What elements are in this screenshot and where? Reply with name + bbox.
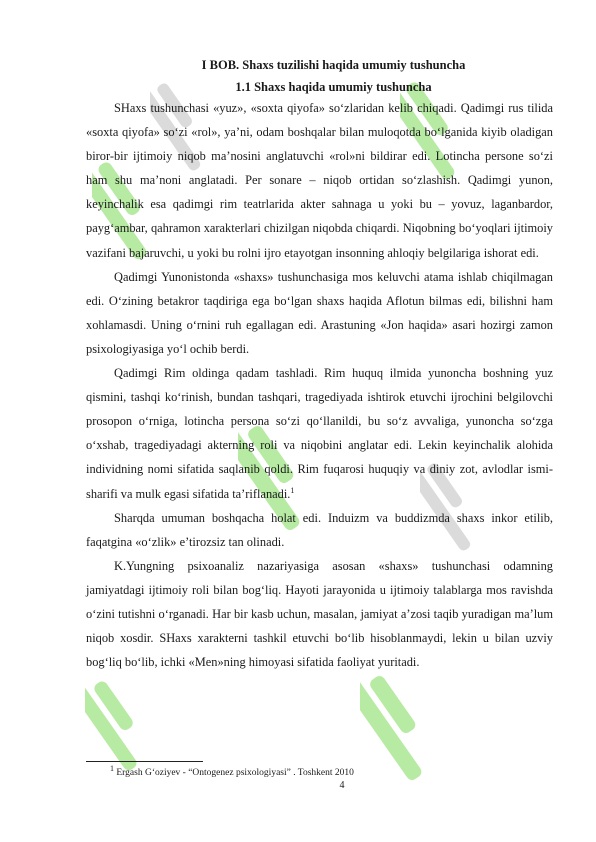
footnote-reference[interactable]: 1 xyxy=(290,485,295,495)
document-body xyxy=(86,56,553,674)
paragraph-text: Qadimgi Rim oldinga qadam tashladi. Rim huquq ilmida yunoncha boshning yuz qismini, tashqi ko‘rinish, bundan tashqari, tragediyada ishtirok etuvchi ijrochini belgilovchi prosopon o‘rniga, lotincha persona so‘zi qo‘llanildi, bu so‘z avvaliga, yunoncha so‘zga o‘xshab, tragediyadagi akterning roli va niqobini anglatar edi. Lekin keyinchalik alohida individning nomi sifatida saqlanib qoldi. Rim fuqarosi huquqiy va diniy zot, avlodlar ismi-sharifi va mulk egasi sifatida ta’riflanadi. xyxy=(86,366,553,501)
paragraph: K.Yungning psixoanaliz nazariyasiga asosan «shaxs» tushunchasi odamning jamiyatdagi ijtimoiy roli bilan bog‘liq. Hayoti jarayonida u ijtimoiy talablarga mos ravishda o‘zini tutishni o‘rganadi. Har bir kasb uchun, masalan, jamiyat a’zosi taqib yuradigan ma’lum niqob xosdir. SHaxs xarakterni tashkil etuvchi bo‘lib hisoblanmaydi, lekin u bilan uzviy bog‘liq bo‘lib, ichki «Men»ning himoyasi sifatida faoliyat yuritadi. xyxy=(86,558,553,670)
footnote-mark: 1 xyxy=(110,763,114,773)
paragraph: Sharqda umuman boshqacha holat edi. Induizm va buddizmda shaxs inkor etilib, faqatgina «o‘zlik» e’tirozsiz tan olinadi. xyxy=(86,510,553,549)
chapter-title: I BOB. Shaxs tuzilishi haqida umumiy tushuncha xyxy=(201,58,466,72)
footnote-divider xyxy=(86,761,203,762)
footnote xyxy=(110,763,354,779)
watermark-logo-icon xyxy=(85,660,145,780)
paragraph xyxy=(86,361,553,506)
footnote-text: Ergash G‘oziyev - “Ontogenez psixologiyasi” . Toshkent 2010 xyxy=(116,768,354,778)
section-title: 1.1 Shaxs haqida umumiy tushuncha xyxy=(235,80,432,94)
paragraph: Qadimgi Yunonistonda «shaxs» tushunchasiga mos keluvchi atama ishlab chiqilmagan edi. O‘zining betakror taqdiriga ega bo‘lgan shaxs haqida Aflotun bilmas edi, bilishni ham xohlamasdi. Uning o‘rnini ruh egallagan edi. Arastuning «Jon haqida» asari hozirgi zamon psixologiyasiga yo‘l ochib berdi. xyxy=(86,269,553,356)
paragraph: SHaxs tushunchasi «yuz», «soxta qiyofa» so‘zlaridan kelib chiqadi. Qadimgi rus tilida «soxta qiyofa» so‘zi «rol», ya’ni, odam boshqalar bilan muloqotda bo‘lganida kiyib oladigan biror-bir ijtimoiy niqob ma’nosini anglatuvchi «rol»ni bildirar edi. Lotincha persone so‘zi ham shu ma’noni anglatadi. Per sonare – niqob ortidan so‘zlashish. Qadimgi yunon, keyinchalik esa qadimgi rim teatrlarida akter sahnaga u yoki bu – yovuz, laganbardor, payg‘ambar, qahramon xarakterlari chizilgan niqobda chiqardi. Niqobning bo‘yoqlari ijtimoiy vazifani bajaruvchi, u yoki bu rolni ijro etayotgan insonning ahloqiy belgilariga ishorat edi. xyxy=(86,101,553,260)
page-number: 4 xyxy=(339,780,345,791)
